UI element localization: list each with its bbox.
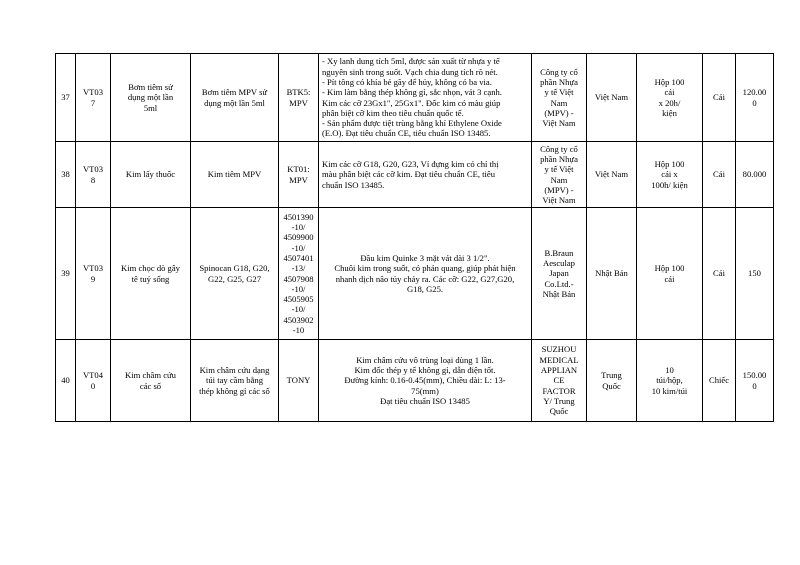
origin-cell: Trung Quốc (587, 340, 637, 422)
code-cell: VT03 7 (76, 54, 111, 142)
spec-cell (319, 208, 532, 340)
product-name-cell: Bơm tiêm MPV sử dụng một lần 5ml (191, 54, 279, 142)
spec-line: G18, G25. (406, 283, 444, 294)
table-row (56, 142, 774, 208)
spec-line: - Xy lanh dung tích 5ml, được sản xuất từ nhựa y tế (322, 56, 500, 67)
spec-line: Kim các cỡ G18, G20, G23, Vỉ đựng kim có chỉ thị (322, 159, 499, 170)
spec-cell (319, 340, 532, 422)
product-name-cell: Kim châm cứu dạng túi tay cầm bằng thép không gỉ các số (191, 340, 279, 422)
code-cell: VT04 0 (76, 340, 111, 422)
item-name-cell: Bơm tiêm sử dụng một lần 5ml (111, 54, 191, 142)
spec-line: - Pít tông có khía bẻ gãy để hủy, không có ba via. (322, 76, 492, 87)
spec-line: - Kim làm bằng thép không gỉ, sắc nhọn, vát 3 cạnh. (322, 87, 502, 98)
stt-cell: 37 (56, 54, 76, 142)
unit-cell: Cái (703, 142, 736, 208)
spec-line: - Sản phẩm được tiệt trùng bằng khí Ethylene Oxide (322, 118, 502, 129)
unit-cell: Chiếc (703, 340, 736, 422)
spec-line: (E.O). Đạt tiêu chuẩn CE, tiêu chuẩn ISO 13485. (322, 128, 491, 139)
unit-cell: Cái (703, 208, 736, 340)
table-row (56, 208, 774, 340)
model-cell: KT01: MPV (279, 142, 319, 208)
spec-line: 75(mm) (411, 385, 439, 396)
model-cell: 4501390 -10/ 4509900 -10/ 4507401 -13/ 4507908 -10/ 4505905 -10/ 4503902 -10 (279, 208, 319, 340)
price-cell: 120.00 0 (736, 54, 774, 142)
spec-line: nhanh dịch não tủy chảy ra. Các cỡ: G22, G27,G20, (335, 273, 515, 284)
origin-cell: Nhật Bản (587, 208, 637, 340)
item-name-cell: Kim châm cứu các số (111, 340, 191, 422)
packing-cell: 10 túi/hộp, 10 kim/túi (637, 340, 703, 422)
stt-cell: 39 (56, 208, 76, 340)
product-name-cell: Kim tiêm MPV (191, 142, 279, 208)
item-name-cell: Kim chọc dò gây tê tuỷ sống (111, 208, 191, 340)
model-cell: BTK5: MPV (279, 54, 319, 142)
manufacturer-cell: SUZHOU MEDICAL APPLIAN CE FACTOR Y/ Trung Quốc (532, 340, 587, 422)
spec-line: màu phân biệt các cỡ kim. Đạt tiêu chuẩn CE, tiêu (322, 169, 496, 180)
spec-line: phân biệt cỡ kim theo tiêu chuẩn quốc tế. (322, 107, 464, 118)
spec-cell (319, 54, 532, 142)
price-cell: 80.000 (736, 142, 774, 208)
unit-cell: Cái (703, 54, 736, 142)
stt-cell: 40 (56, 340, 76, 422)
spec-line: Kim các cỡ 23Gx1", 25Gx1". Đốc kim có màu giúp (322, 97, 501, 108)
item-name-cell: Kim lấy thuốc (111, 142, 191, 208)
spec-line: Chuôi kim trong suốt, có phản quang, giúp phát hiện (334, 263, 516, 274)
spec-line: Kim châm cứu vô trùng loại dùng 1 lần. (356, 354, 494, 365)
manufacturer-cell: Công ty cổ phần Nhựa y tế Việt Nam (MPV) - Việt Nam (532, 54, 587, 142)
spec-line: nguyên sinh trong suốt. Vạch chia dung tích rõ nét. (322, 66, 498, 77)
spec-line: Đường kính: 0.16-0.45(mm), Chiều dài: L: 13- (344, 375, 506, 386)
products-table (55, 53, 774, 422)
price-cell: 150 (736, 208, 774, 340)
model-cell: TONY (279, 340, 319, 422)
table-row (56, 54, 774, 142)
origin-cell: Việt Nam (587, 54, 637, 142)
product-name-cell: Spinocan G18, G20, G22, G25, G27 (191, 208, 279, 340)
stt-cell: 38 (56, 142, 76, 208)
packing-cell: Hộp 100 cái x 100h/ kiện (637, 142, 703, 208)
origin-cell: Việt Nam (587, 142, 637, 208)
spec-line: Đạt tiêu chuẩn ISO 13485 (380, 395, 470, 406)
manufacturer-cell: Công ty cổ phần Nhựa y tế Việt Nam (MPV) - Việt Nam (532, 142, 587, 208)
code-cell: VT03 8 (76, 142, 111, 208)
spec-line: Kim đốc thép y tế không gỉ, dẫn điện tốt. (354, 365, 496, 376)
packing-cell: Hộp 100 cái x 20h/ kiện (637, 54, 703, 142)
table-row (56, 340, 774, 422)
packing-cell: Hộp 100 cái (637, 208, 703, 340)
spec-line: Đầu kim Quinke 3 mặt vát dài 3 1/2". (360, 252, 490, 263)
manufacturer-cell: B.Braun Aesculap Japan Co.Ltd.- Nhật Bản (532, 208, 587, 340)
spec-cell (319, 142, 532, 208)
code-cell: VT03 9 (76, 208, 111, 340)
spec-line: chuẩn ISO 13485. (322, 179, 385, 190)
price-cell: 150.00 0 (736, 340, 774, 422)
